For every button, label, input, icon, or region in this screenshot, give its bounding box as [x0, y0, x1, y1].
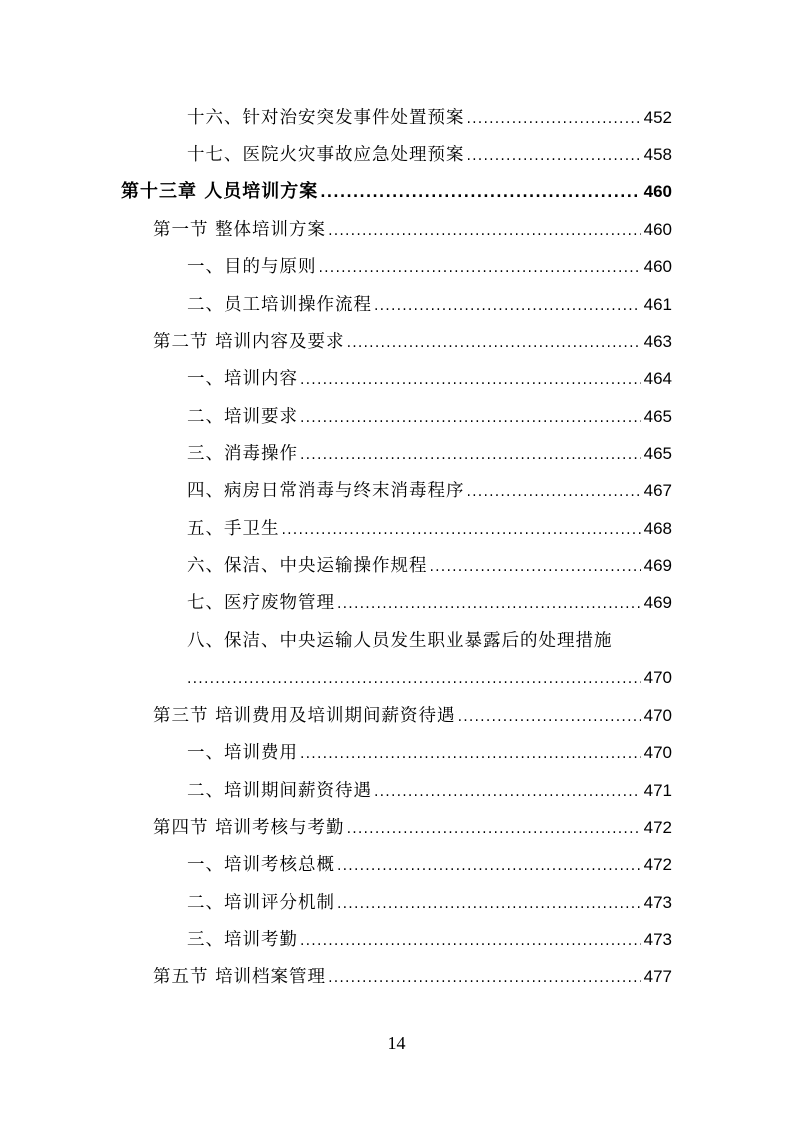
dot-leader	[347, 817, 641, 841]
dot-leader	[300, 406, 641, 430]
toc-entry-title: 第三节 培训费用及培训期间薪资待遇	[153, 706, 456, 726]
toc-entry-title: 八、保洁、中央运输人员发生职业暴露后的处理措施	[187, 631, 613, 651]
dot-leader	[467, 480, 641, 504]
toc-entry-page: 469	[643, 556, 672, 575]
toc-entry-title: 一、培训考核总概	[187, 855, 335, 875]
toc-entry-continuation[interactable]	[187, 666, 672, 691]
toc-entry[interactable]	[187, 517, 672, 542]
toc-entry-title: 五、手卫生	[187, 519, 280, 539]
toc-entry[interactable]	[187, 554, 672, 579]
toc-entry[interactable]	[187, 143, 672, 168]
toc-entry-title: 第四节 培训考核与考勤	[153, 818, 345, 838]
dot-leader	[458, 705, 641, 729]
toc-entry[interactable]	[187, 442, 672, 467]
dot-leader	[337, 854, 641, 878]
toc-section-entry[interactable]	[153, 330, 672, 355]
toc-entry[interactable]	[187, 741, 672, 766]
toc-entry-page: 467	[643, 481, 672, 500]
toc-entry-page: 464	[643, 369, 672, 388]
toc-entry-page: 469	[643, 593, 672, 612]
toc-entry-page: 452	[643, 108, 672, 127]
toc-entry-title: 第五节 培训档案管理	[153, 967, 327, 987]
dot-leader	[347, 331, 641, 355]
toc-entry-title: 一、培训费用	[187, 743, 298, 763]
dot-leader	[337, 892, 641, 916]
toc-entry-page: 477	[643, 967, 672, 986]
toc-entry-page: 473	[643, 893, 672, 912]
toc-section-entry[interactable]	[153, 218, 672, 243]
toc-entry-title: 二、培训要求	[187, 407, 298, 427]
toc-section-entry[interactable]	[153, 704, 672, 729]
toc-entry-title: 三、消毒操作	[187, 444, 298, 464]
toc-entry[interactable]	[187, 106, 672, 131]
dot-leader	[282, 518, 641, 542]
dot-leader	[374, 780, 641, 804]
toc-chapter-entry[interactable]	[121, 180, 672, 205]
toc-entry-page: 472	[643, 818, 672, 837]
toc-entry-page: 468	[643, 519, 672, 538]
toc-entry-page: 463	[643, 332, 672, 351]
toc-entry-title: 十六、针对治安突发事件处置预案	[187, 108, 465, 128]
toc-entry-title: 七、医疗废物管理	[187, 593, 335, 613]
dot-leader	[300, 929, 641, 953]
toc-entry-title: 二、培训期间薪资待遇	[187, 781, 372, 801]
dot-leader	[300, 742, 641, 766]
toc-entry-title: 六、保洁、中央运输操作规程	[187, 556, 428, 576]
dot-leader	[320, 181, 640, 205]
dot-leader	[467, 107, 641, 131]
toc-entry-page: 470	[643, 743, 672, 762]
toc-entry-page: 460	[643, 220, 672, 239]
toc-entry-title: 十七、医院火灾事故应急处理预案	[187, 145, 465, 165]
toc-entry-page: 460	[643, 182, 672, 201]
toc-entry-page: 473	[643, 930, 672, 949]
toc-entry[interactable]	[187, 405, 672, 430]
dot-leader	[187, 667, 641, 691]
toc-entry-title: 二、培训评分机制	[187, 893, 335, 913]
toc-entry[interactable]	[187, 853, 672, 878]
toc-entry-title: 三、培训考勤	[187, 930, 298, 950]
toc-entry-page: 472	[643, 855, 672, 874]
toc-entry[interactable]	[187, 293, 672, 318]
toc-entry-title: 第十三章 人员培训方案	[121, 181, 319, 202]
dot-leader	[430, 555, 641, 579]
dot-leader	[328, 219, 641, 243]
toc-entry-page: 471	[643, 781, 672, 800]
toc-entry-title: 一、目的与原则	[187, 257, 317, 277]
toc-section-entry[interactable]	[153, 816, 672, 841]
dot-leader	[374, 294, 641, 318]
dot-leader	[300, 368, 641, 392]
toc-entry-title: 一、培训内容	[187, 369, 298, 389]
toc-entry[interactable]	[187, 629, 672, 653]
toc-entry-page: 458	[643, 145, 672, 164]
dot-leader	[467, 144, 641, 168]
toc-entry[interactable]	[187, 779, 672, 804]
toc-section-entry[interactable]	[153, 965, 672, 990]
toc-entry-page: 465	[643, 407, 672, 426]
dot-leader	[319, 256, 641, 280]
toc-entry[interactable]	[187, 891, 672, 916]
toc-entry-title: 二、员工培训操作流程	[187, 295, 372, 315]
toc-entry-page: 470	[643, 668, 672, 687]
toc-entry-title: 第二节 培训内容及要求	[153, 332, 345, 352]
dot-leader	[337, 592, 641, 616]
toc-entry[interactable]	[187, 591, 672, 616]
toc-entry-page: 465	[643, 444, 672, 463]
page-number: 14	[387, 1033, 406, 1053]
toc-entry-page: 460	[643, 257, 672, 276]
toc-entry[interactable]	[187, 255, 672, 280]
dot-leader	[300, 443, 641, 467]
toc-entry[interactable]	[187, 479, 672, 504]
toc-entry-page: 470	[643, 706, 672, 725]
toc-entry-page: 461	[643, 295, 672, 314]
toc-entry[interactable]	[187, 367, 672, 392]
toc-entry-title: 第一节 整体培训方案	[153, 220, 327, 240]
dot-leader	[328, 966, 641, 990]
toc-entry-title: 四、病房日常消毒与终末消毒程序	[187, 481, 465, 501]
toc-entry[interactable]	[187, 928, 672, 953]
